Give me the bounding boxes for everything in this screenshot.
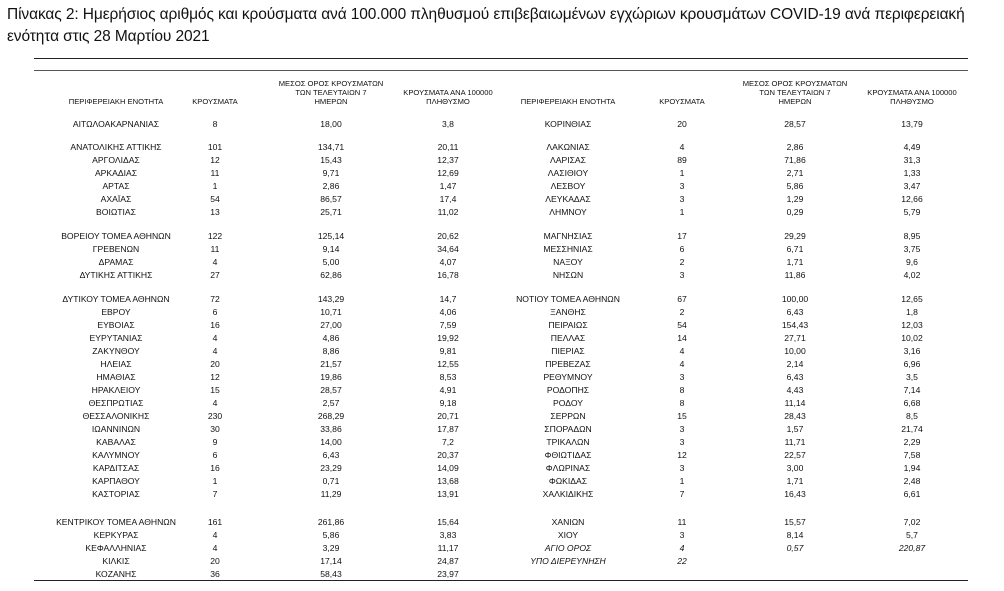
region-cell: ΕΥΒΟΙΑΣ: [97, 320, 135, 330]
region-cell: ΜΑΓΝΗΣΙΑΣ: [543, 231, 593, 241]
left-header-avg7-line3: ΗΜΕΡΩΝ: [314, 96, 348, 106]
per100k-cell: 23,97: [437, 569, 459, 579]
cases-cell: 20: [677, 119, 687, 129]
avg7-cell: 28,43: [784, 411, 806, 421]
per100k-cell: 8,53: [439, 372, 457, 382]
cases-cell: 4: [212, 543, 218, 553]
cases-cell: 8: [679, 385, 685, 395]
region-cell: ΧΙΟΥ: [557, 530, 579, 540]
avg7-cell: 4,43: [786, 385, 804, 395]
avg7-cell: 9,71: [322, 168, 340, 178]
top-rule: [34, 58, 968, 59]
avg7-cell: 2,57: [322, 398, 340, 408]
avg7-cell: 6,43: [786, 307, 804, 317]
per100k-cell: 11,17: [437, 543, 459, 553]
per100k-cell: 9,6: [906, 257, 918, 267]
region-cell: ΗΡΑΚΛΕΙΟΥ: [91, 385, 141, 395]
region-cell: ΝΗΣΩΝ: [552, 270, 584, 280]
region-cell: ΛΑΚΩΝΙΑΣ: [546, 142, 590, 152]
cases-cell: 54: [210, 194, 220, 204]
per100k-cell: 4,07: [439, 257, 457, 267]
per100k-cell: 6,96: [903, 359, 921, 369]
per100k-cell: 7,58: [903, 450, 921, 460]
cases-cell: 67: [677, 294, 687, 304]
table-caption: Πίνακας 2: Ημερήσιος αριθμός και κρούσματα ανά 100.000 πληθυσμού επιβεβαιωμένων εγχώριων κρουσμάτων COVID-19 ανά περιφερειακή ενότητα στις 28 Μαρτίου 2021: [7, 6, 965, 45]
region-cell: ΛΕΥΚΑΔΑΣ: [545, 194, 591, 204]
per100k-cell: 17,4: [439, 194, 457, 204]
cases-cell: 12: [210, 155, 220, 165]
avg7-cell: 28,57: [320, 385, 342, 395]
right-header-per100k-line2: ΠΛΗΘΥΣΜΟ: [890, 96, 934, 106]
cases-cell: 4: [212, 333, 218, 343]
avg7-cell: 10,71: [320, 307, 342, 317]
per100k-cell: 31,3: [903, 155, 921, 165]
cases-cell: 13: [210, 207, 220, 217]
per100k-cell: 6,61: [903, 489, 921, 499]
per100k-cell: 13,79: [901, 119, 923, 129]
region-cell: ΚΑΣΤΟΡΙΑΣ: [92, 489, 140, 499]
avg7-cell: 62,86: [320, 270, 342, 280]
region-cell: ΚΟΡΙΝΘΙΑΣ: [544, 119, 592, 129]
region-cell: ΠΕΙΡΑΙΩΣ: [548, 320, 588, 330]
right-header-avg7-line1: ΜΕΣΟΣ ΟΡΟΣ ΚΡΟΥΣΜΑΤΩΝ: [742, 79, 848, 88]
region-cell: ΛΑΣΙΘΙΟΥ: [547, 168, 589, 178]
region-cell: ΚΑΒΑΛΑΣ: [96, 437, 136, 447]
avg7-cell: 17,14: [320, 556, 342, 566]
per100k-cell: 4,02: [903, 270, 921, 280]
avg7-cell: 0,29: [786, 207, 804, 217]
cases-cell: 3: [679, 437, 685, 447]
avg7-cell: 23,29: [320, 463, 342, 473]
region-cell: ΧΑΝΙΩΝ: [551, 517, 585, 527]
cases-cell: 122: [207, 231, 223, 241]
per100k-cell: 21,74: [901, 424, 923, 434]
per100k-cell: 7,02: [903, 517, 921, 527]
avg7-cell: 9,14: [322, 244, 340, 254]
region-cell: ΑΡΓΟΛΙΔΑΣ: [92, 155, 140, 165]
left-header-cases: ΚΡΟΥΣΜΑΤΑ: [192, 97, 238, 106]
right-header-per100k-line1: ΚΡΟΥΣΜΑΤΑ ΑΝΑ 100000: [867, 88, 957, 97]
cases-cell: 17: [677, 231, 687, 241]
cases-cell: 101: [207, 142, 223, 152]
region-cell: ΚΟΖΑΝΗΣ: [95, 569, 137, 579]
region-cell: ΚΑΛΥΜΝΟΥ: [92, 450, 140, 460]
cases-cell: 9: [212, 437, 218, 447]
avg7-cell: 15,57: [784, 517, 806, 527]
avg7-cell: 3,29: [322, 543, 340, 553]
cases-cell: 15: [677, 411, 687, 421]
avg7-cell: 11,86: [784, 270, 806, 280]
per100k-cell: 3,83: [439, 530, 457, 540]
per100k-cell: 15,64: [437, 517, 459, 527]
region-cell: ΡΟΔΟΥ: [553, 398, 583, 408]
region-cell: ΑΧΑΪΑΣ: [100, 194, 132, 204]
per100k-cell: 4,91: [439, 385, 457, 395]
right-header-region: ΠΕΡΙΦΕΡΕΙΑΚΗ ΕΝΟΤΗΤΑ: [520, 97, 616, 106]
cases-cell: 4: [212, 346, 218, 356]
cases-cell: 12: [677, 450, 687, 460]
per100k-cell: 1,33: [903, 168, 921, 178]
per100k-cell: 8,95: [903, 231, 921, 241]
per100k-cell: 12,69: [437, 168, 459, 178]
avg7-cell: 71,86: [784, 155, 806, 165]
per100k-cell: 12,66: [901, 194, 923, 204]
cases-cell: 3: [679, 372, 685, 382]
region-cell: ΦΛΩΡΙΝΑΣ: [545, 463, 591, 473]
cases-cell: 16: [210, 320, 220, 330]
cases-cell: 2: [679, 307, 685, 317]
cases-cell: 1: [679, 168, 685, 178]
region-cell: ΒΟΙΩΤΙΑΣ: [96, 207, 136, 217]
per100k-cell: 10,02: [901, 333, 923, 343]
region-cell: ΑΡΚΑΔΙΑΣ: [94, 168, 138, 178]
avg7-cell: 1,57: [786, 424, 804, 434]
region-cell: ΚΕΦΑΛΛΗΝΙΑΣ: [85, 543, 147, 553]
avg7-cell: 11,14: [784, 398, 806, 408]
avg7-cell: 29,29: [784, 231, 806, 241]
left-header-per100k-line2: ΠΛΗΘΥΣΜΟ: [426, 96, 470, 106]
avg7-cell: 16,43: [784, 489, 806, 499]
per100k-cell: 4,06: [439, 307, 457, 317]
avg7-cell: 19,86: [320, 372, 342, 382]
region-cell: ΜΕΣΣΗΝΙΑΣ: [543, 244, 593, 254]
avg7-cell: 0,71: [322, 476, 340, 486]
cases-cell: 20: [210, 359, 220, 369]
cases-cell: 11: [677, 517, 687, 527]
cases-cell: 11: [210, 168, 220, 178]
per100k-cell: 24,87: [437, 556, 459, 566]
avg7-cell: 0,57: [786, 543, 804, 553]
left-header-region: ΠΕΡΙΦΕΡΕΙΑΚΗ ΕΝΟΤΗΤΑ: [68, 97, 164, 106]
cases-cell: 72: [210, 294, 220, 304]
avg7-cell: 86,57: [320, 194, 342, 204]
per100k-cell: 9,81: [439, 346, 457, 356]
cases-cell: 7: [679, 489, 685, 499]
region-cell: ΙΩΑΝΝΙΝΩΝ: [91, 424, 141, 434]
cases-cell: 3: [679, 530, 685, 540]
region-cell: ΔΡΑΜΑΣ: [98, 257, 134, 267]
region-cell: ΣΠΟΡΑΔΩΝ: [544, 424, 592, 434]
per100k-cell: 7,14: [903, 385, 921, 395]
avg7-cell: 21,57: [320, 359, 342, 369]
left-header-per100k-line1: ΚΡΟΥΣΜΑΤΑ ΑΝΑ 100000: [403, 88, 493, 97]
cases-cell: 1: [679, 476, 685, 486]
per100k-cell: 12,65: [901, 294, 923, 304]
cases-cell: 4: [212, 398, 218, 408]
avg7-cell: 2,14: [786, 359, 804, 369]
avg7-cell: 27,71: [784, 333, 806, 343]
region-cell: ΛΑΡΙΣΑΣ: [550, 155, 586, 165]
cases-cell: 22: [677, 556, 687, 566]
region-cell: ΧΑΛΚΙΔΙΚΗΣ: [542, 489, 594, 499]
cases-cell: 4: [212, 530, 218, 540]
cases-cell: 1: [212, 476, 218, 486]
region-cell: ΤΡΙΚΑΛΩΝ: [546, 437, 590, 447]
per100k-cell: 9,18: [439, 398, 457, 408]
per100k-cell: 1,47: [439, 181, 457, 191]
region-cell: ΑΙΤΩΛΟΑΚΑΡΝΑΝΙΑΣ: [72, 119, 160, 129]
region-cell: ΘΕΣΣΑΛΟΝΙΚΗΣ: [82, 411, 150, 421]
cases-cell: 3: [679, 181, 685, 191]
avg7-cell: 8,14: [786, 530, 804, 540]
per100k-cell: 2,29: [903, 437, 921, 447]
avg7-cell: 134,71: [317, 142, 345, 152]
region-cell: ΠΡΕΒΕΖΑΣ: [545, 359, 591, 369]
cases-cell: 1: [679, 207, 685, 217]
cases-cell: 3: [679, 463, 685, 473]
per100k-cell: 7,2: [442, 437, 454, 447]
cases-cell: 15: [210, 385, 220, 395]
cases-cell: 3: [679, 270, 685, 280]
region-cell: ΠΕΛΛΑΣ: [550, 333, 586, 343]
cases-cell: 1: [212, 181, 218, 191]
left-header-avg7-line2: ΤΩΝ ΤΕΛΕΥΤΑΙΩΝ 7: [295, 87, 367, 97]
header-rule: [34, 70, 968, 71]
avg7-cell: 8,86: [322, 346, 340, 356]
cases-cell: 4: [679, 359, 685, 369]
avg7-cell: 11,71: [784, 437, 806, 447]
avg7-cell: 4,86: [322, 333, 340, 343]
cases-cell: 3: [679, 194, 685, 204]
per100k-cell: 20,71: [437, 411, 459, 421]
region-cell: ΚΕΡΚΥΡΑΣ: [93, 530, 139, 540]
cases-cell: 20: [210, 556, 220, 566]
per100k-cell: 6,68: [903, 398, 921, 408]
cases-cell: 27: [210, 270, 220, 280]
right-header-avg7-line3: ΗΜΕΡΩΝ: [778, 96, 812, 106]
avg7-cell: 100,00: [781, 294, 809, 304]
avg7-cell: 5,86: [322, 530, 340, 540]
cases-cell: 230: [207, 411, 223, 421]
region-cell: ΗΛΕΙΑΣ: [100, 359, 132, 369]
cases-cell: 4: [679, 346, 685, 356]
avg7-cell: 2,71: [786, 168, 804, 178]
per100k-cell: 220,87: [898, 543, 926, 553]
avg7-cell: 1,29: [786, 194, 804, 204]
region-cell: ΚΑΡΠΑΘΟΥ: [92, 476, 140, 486]
region-cell: ΝΑΞΟΥ: [553, 257, 583, 267]
per100k-cell: 20,37: [437, 450, 459, 460]
per100k-cell: 12,37: [437, 155, 459, 165]
region-cell: ΡΟΔΟΠΗΣ: [546, 385, 590, 395]
per100k-cell: 3,8: [442, 119, 454, 129]
avg7-cell: 6,43: [786, 372, 804, 382]
region-cell: ΚΙΛΚΙΣ: [102, 556, 130, 566]
region-cell: ΛΗΜΝΟΥ: [549, 207, 587, 217]
avg7-cell: 27,00: [320, 320, 342, 330]
per100k-cell: 11,02: [437, 207, 459, 217]
right-header-avg7-line2: ΤΩΝ ΤΕΛΕΥΤΑΙΩΝ 7: [759, 87, 831, 97]
avg7-cell: 6,71: [786, 244, 804, 254]
region-cell: ΕΥΡΥΤΑΝΙΑΣ: [89, 333, 143, 343]
cases-cell: 30: [210, 424, 220, 434]
region-cell: ΞΑΝΘΗΣ: [550, 307, 586, 317]
cases-cell: 161: [207, 517, 223, 527]
avg7-cell: 15,43: [320, 155, 342, 165]
avg7-cell: 10,00: [784, 346, 806, 356]
avg7-cell: 18,00: [320, 119, 342, 129]
avg7-cell: 261,86: [317, 517, 345, 527]
right-header-avg7: [740, 80, 850, 106]
region-cell: ΝΟΤΙΟΥ ΤΟΜΕΑ ΑΘΗΝΩΝ: [516, 294, 620, 304]
per100k-cell: 2,48: [903, 476, 921, 486]
region-cell: ΗΜΑΘΙΑΣ: [96, 372, 136, 382]
avg7-cell: 268,29: [317, 411, 345, 421]
region-cell: ΑΓΙΟ ΟΡΟΣ: [544, 543, 592, 553]
per100k-cell: 3,16: [903, 346, 921, 356]
region-cell: ΦΘΙΩΤΙΔΑΣ: [544, 450, 592, 460]
right-header-cases: ΚΡΟΥΣΜΑΤΑ: [659, 97, 705, 106]
avg7-cell: 28,57: [784, 119, 806, 129]
per100k-cell: 12,03: [901, 320, 923, 330]
region-cell: ΑΡΤΑΣ: [102, 181, 130, 191]
cases-cell: 8: [212, 119, 218, 129]
avg7-cell: 143,29: [317, 294, 345, 304]
region-cell: ΖΑΚΥΝΘΟΥ: [92, 346, 140, 356]
region-cell: ΠΙΕΡΙΑΣ: [551, 346, 585, 356]
per100k-cell: 7,59: [439, 320, 457, 330]
avg7-cell: 11,29: [320, 489, 342, 499]
cases-cell: 4: [212, 257, 218, 267]
region-cell: ΒΟΡΕΙΟΥ ΤΟΜΕΑ ΑΘΗΝΩΝ: [61, 231, 171, 241]
per100k-cell: 14,7: [439, 294, 457, 304]
cases-cell: 2: [679, 257, 685, 267]
avg7-cell: 1,71: [786, 257, 804, 267]
cases-cell: 16: [210, 463, 220, 473]
cases-cell: 7: [212, 489, 218, 499]
avg7-cell: 22,57: [784, 450, 806, 460]
per100k-cell: 20,11: [437, 142, 459, 152]
region-cell: ΑΝΑΤΟΛΙΚΗΣ ΑΤΤΙΚΗΣ: [70, 142, 162, 152]
region-cell: ΛΕΣΒΟΥ: [550, 181, 586, 191]
left-header-avg7-line1: ΜΕΣΟΣ ΟΡΟΣ ΚΡΟΥΣΜΑΤΩΝ: [278, 79, 384, 88]
per100k-cell: 4,49: [903, 142, 921, 152]
per100k-cell: 20,62: [437, 231, 459, 241]
avg7-cell: 3,00: [786, 463, 804, 473]
per100k-cell: 1,8: [906, 307, 918, 317]
avg7-cell: 5,86: [786, 181, 804, 191]
per100k-cell: 5,7: [906, 530, 918, 540]
right-header-per100k: [852, 89, 972, 107]
per100k-cell: 34,64: [437, 244, 459, 254]
per100k-cell: 5,79: [903, 207, 921, 217]
per100k-cell: 19,92: [437, 333, 459, 343]
cases-cell: 8: [679, 398, 685, 408]
region-cell: ΕΒΡΟΥ: [101, 307, 131, 317]
region-cell: ΘΕΣΠΡΩΤΙΑΣ: [88, 398, 144, 408]
per100k-cell: 14,09: [437, 463, 459, 473]
avg7-cell: 1,71: [786, 476, 804, 486]
avg7-cell: 2,86: [322, 181, 340, 191]
cases-cell: 11: [210, 244, 220, 254]
avg7-cell: 154,43: [781, 320, 809, 330]
cases-cell: 12: [210, 372, 220, 382]
cases-cell: 3: [679, 424, 685, 434]
cases-cell: 6: [679, 244, 685, 254]
region-cell: ΔΥΤΙΚΗΣ ΑΤΤΙΚΗΣ: [79, 270, 153, 280]
per100k-cell: 3,5: [906, 372, 918, 382]
avg7-cell: 6,43: [322, 450, 340, 460]
region-cell: ΚΕΝΤΡΙΚΟΥ ΤΟΜΕΑ ΑΘΗΝΩΝ: [56, 517, 176, 527]
avg7-cell: 2,86: [786, 142, 804, 152]
avg7-cell: 58,43: [320, 569, 342, 579]
per100k-cell: 13,68: [437, 476, 459, 486]
per100k-cell: 1,94: [903, 463, 921, 473]
cases-cell: 6: [212, 450, 218, 460]
cases-cell: 36: [210, 569, 220, 579]
cases-cell: 89: [677, 155, 687, 165]
avg7-cell: 125,14: [317, 231, 345, 241]
avg7-cell: 33,86: [320, 424, 342, 434]
region-cell: ΓΡΕΒΕΝΩΝ: [92, 244, 140, 254]
cases-cell: 6: [212, 307, 218, 317]
per100k-cell: 3,75: [903, 244, 921, 254]
region-cell: ΣΕΡΡΩΝ: [550, 411, 586, 421]
cases-cell: 14: [677, 333, 687, 343]
region-cell: ΥΠΟ ΔΙΕΡΕΥΝΗΣΗ: [530, 556, 606, 566]
per100k-cell: 8,5: [906, 411, 918, 421]
cases-cell: 4: [679, 142, 685, 152]
region-cell: ΔΥΤΙΚΟΥ ΤΟΜΕΑ ΑΘΗΝΩΝ: [62, 294, 170, 304]
per100k-cell: 3,47: [903, 181, 921, 191]
region-cell: ΦΩΚΙΔΑΣ: [548, 476, 588, 486]
left-header-avg7: [276, 80, 386, 106]
avg7-cell: 14,00: [320, 437, 342, 447]
region-cell: ΡΕΘΥΜΝΟΥ: [543, 372, 593, 382]
per100k-cell: 16,78: [437, 270, 459, 280]
per100k-cell: 17,87: [437, 424, 459, 434]
region-cell: ΚΑΡΔΙΤΣΑΣ: [92, 463, 140, 473]
per100k-cell: 12,55: [437, 359, 459, 369]
cases-cell: 4: [679, 543, 685, 553]
per100k-cell: 13,91: [437, 489, 459, 499]
avg7-cell: 25,71: [320, 207, 342, 217]
avg7-cell: 5,00: [322, 257, 340, 267]
cases-cell: 54: [677, 320, 687, 330]
